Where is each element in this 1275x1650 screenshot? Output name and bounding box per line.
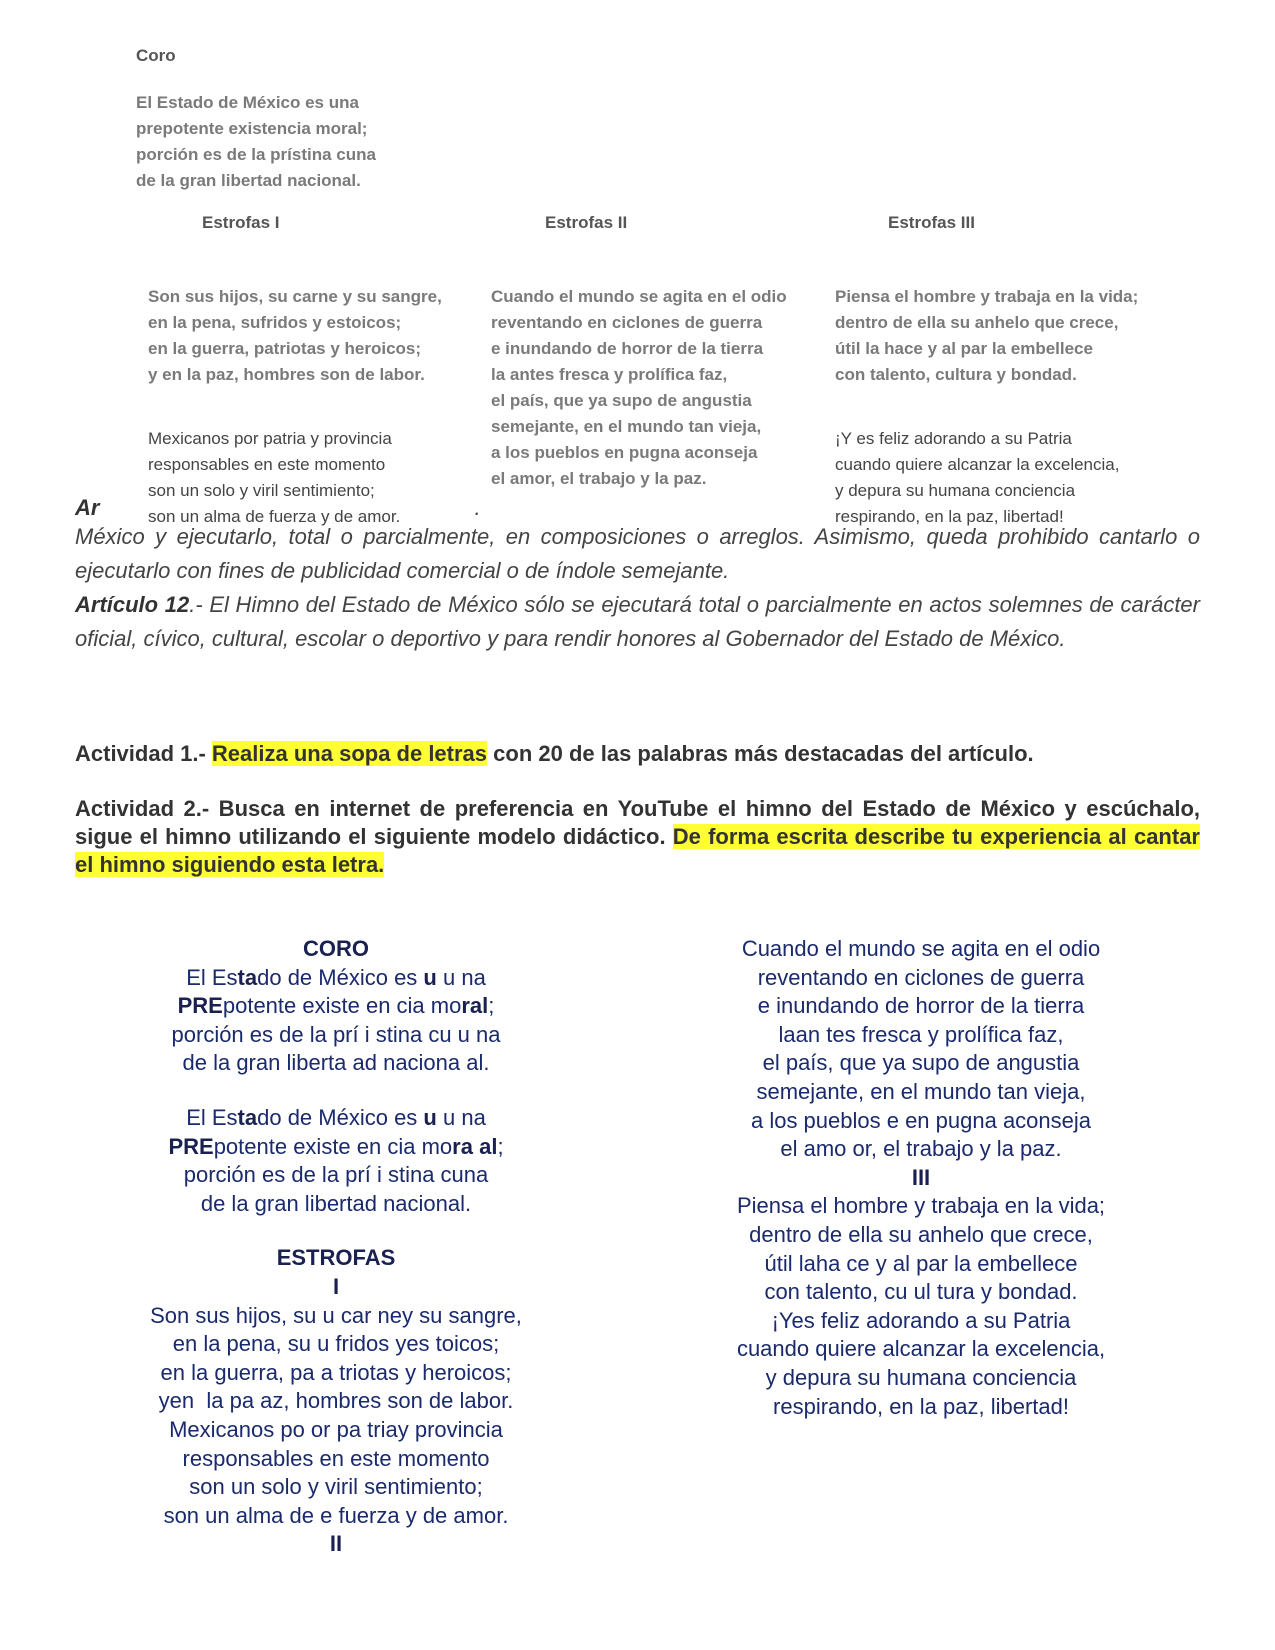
article-12-text: .- El Himno del Estado de México sólo se ejecutará total o parcialmente en actos solemnes de carácter oficial, cívico, cultural, escolar o deportivo y para rendir honores al Gobernador del Estado de México.: [75, 592, 1200, 651]
coro-heading: CORO: [303, 936, 369, 961]
image-estrofa-1-b: Mexicanos por patria y provincia responsables en este momento son un solo y viril sentimiento; son un alma de fuerza y de amor.: [148, 429, 401, 526]
estrofa-3-line: dentro de ella su anhelo que crece,: [749, 1221, 1093, 1247]
estrofa-3-numeral: III: [911, 1164, 931, 1190]
activity-1-highlight: Realiza una sopa de letras: [211, 741, 488, 766]
estrofa-3-line: cuando quiere alcanzar la excelencia,: [736, 1336, 1106, 1362]
estrofa-3-line: respirando, en la paz, libertad!: [773, 1393, 1069, 1419]
coro1-line-1: El Estado de México es u u na: [186, 964, 486, 990]
image-estrofas-2-heading: Estrofas II: [545, 213, 628, 232]
activity-2-text: Actividad 2.- Busca en internet de preferencia en YouTube el himno del Estado de México y escúchalo, sigue el himno utilizando el siguiente modelo didáctico.: [75, 796, 1200, 849]
estrofa-3-line: Piensa el hombre y trabaja en la vida;: [736, 1193, 1106, 1219]
image-estrofas-1-heading: Estrofas I: [202, 213, 280, 232]
estrofa-3-line: y depura su humana conciencia: [765, 1364, 1077, 1390]
article-11-label: Ar: [75, 495, 100, 520]
article-12: [75, 588, 1200, 656]
estrofa-1-line: responsables en este momento: [182, 1445, 490, 1471]
activity-1-rest: con 20 de las palabras más destacadas del artículo.: [487, 741, 1034, 766]
estrofa-2-line: e inundando de horror de la tierra: [757, 993, 1085, 1019]
estrofas-heading: ESTROFAS: [276, 1245, 396, 1271]
image-estrofa-3-a: Piensa el hombre y trabaja en la vida; dentro de ella su anhelo que crece, útil la hace y al par la embellece con talento, cultura y bondad.: [835, 287, 1139, 384]
estrofa-1-line: en la guerra, pa a triotas y heroicos;: [160, 1359, 512, 1385]
image-estrofa-2-a: Cuando el mundo se agita en el odio reventando en ciclones de guerra e inundando de horror de la tierra la antes fresca y prolífica faz, el país, que ya supo de angustia semejante, en el mundo tan vieja, a los pueblos en pugna aconseja el amor, el trabajo y la paz.: [491, 287, 787, 488]
estrofa-1-numeral: I: [332, 1273, 340, 1299]
estrofa-2-line: reventando en ciclones de guerra: [757, 964, 1085, 990]
estrofa-1-line: son un alma de e fuerza y de amor.: [163, 1502, 509, 1528]
estrofa-3-line: ¡Yes feliz adorando a su Patria: [771, 1307, 1071, 1333]
estrofa-3-line: con talento, cu ul tura y bondad.: [764, 1279, 1078, 1305]
article-12-label: Artículo 12: [75, 592, 190, 617]
coro1-line-3: porción es de la prí i stina cu u na: [171, 1021, 501, 1047]
activity-2-highlight: De forma escrita describe tu experiencia al cantar el himno siguiendo esta letra.: [75, 824, 1200, 877]
coro1-line-4: de la gran liberta ad naciona al.: [182, 1050, 490, 1076]
image-estrofa-3-b: ¡Y es feliz adorando a su Patria cuando quiere alcanzar la excelencia, y depura su humana conciencia respirando, en la paz, libertad!: [835, 429, 1120, 526]
estrofa-1-line: Son sus hijos, su u car ney su sangre,: [150, 1302, 522, 1328]
estrofa-1-line: en la pena, su u fridos yes toicos;: [172, 1331, 500, 1357]
image-estrofa-1-a: Son sus hijos, su carne y su sangre, en la pena, sufridos y estoicos; en la guerra, patriotas y heroicos; y en la paz, hombres son de labor.: [148, 287, 442, 384]
hymn-image: [118, 30, 1203, 526]
activity-1-prefix: Actividad 1.-: [75, 741, 212, 766]
lyrics-right-column: [661, 935, 1181, 1421]
estrofa-1-line: son un solo y viril sentimiento;: [189, 1474, 483, 1500]
estrofa-1-line: Mexicanos po or pa triay provincia: [169, 1416, 503, 1442]
image-coro-text: El Estado de México es una prepotente existencia moral; porción es de la prístina cuna de la gran libertad nacional.: [136, 93, 376, 190]
estrofa-2-numeral: II: [329, 1531, 343, 1557]
image-coro-title: Coro: [136, 46, 176, 65]
activity-2: [75, 795, 1200, 879]
coro2-line-3: porción es de la prí i stina cuna: [183, 1162, 489, 1188]
image-estrofas-3-heading: Estrofas III: [888, 213, 975, 232]
article-11-dot: .: [474, 495, 481, 520]
estrofa-2-line: semejante, en el mundo tan vieja,: [756, 1078, 1086, 1104]
article-11-text: México y ejecutarlo, total o parcialmente, en composiciones o arreglos. Asimismo, queda prohibido cantarlo o ejecutarlo con fines de publicidad comercial o de índole semejante.: [75, 524, 1200, 583]
coro1-line-2: PREpotente existe en cia moral;: [177, 993, 495, 1019]
coro2-line-4: de la gran libertad nacional.: [200, 1190, 472, 1216]
image-estrofa-2: [491, 258, 821, 518]
estrofa-1-line: yen la pa az, hombres son de labor.: [158, 1388, 514, 1414]
estrofa-2-line: laan tes fresca y prolífica faz,: [778, 1021, 1064, 1047]
estrofa-3-line: útil laha ce y al par la embellece: [764, 1250, 1078, 1276]
estrofa-2-line: el amo or, el trabajo y la paz.: [780, 1136, 1062, 1162]
activity-1: [75, 740, 1200, 768]
estrofa-2-line: el país, que ya supo de angustia: [762, 1050, 1080, 1076]
lyrics-left-column: [76, 935, 596, 1559]
estrofa-2-line: Cuando el mundo se agita en el odio: [741, 936, 1101, 961]
estrofa-2-line: a los pueblos e en pugna aconseja: [750, 1107, 1092, 1133]
coro2-line-1: El Estado de México es u u na: [186, 1104, 486, 1130]
coro2-line-2: PREpotente existe en cia mora al;: [168, 1133, 504, 1159]
